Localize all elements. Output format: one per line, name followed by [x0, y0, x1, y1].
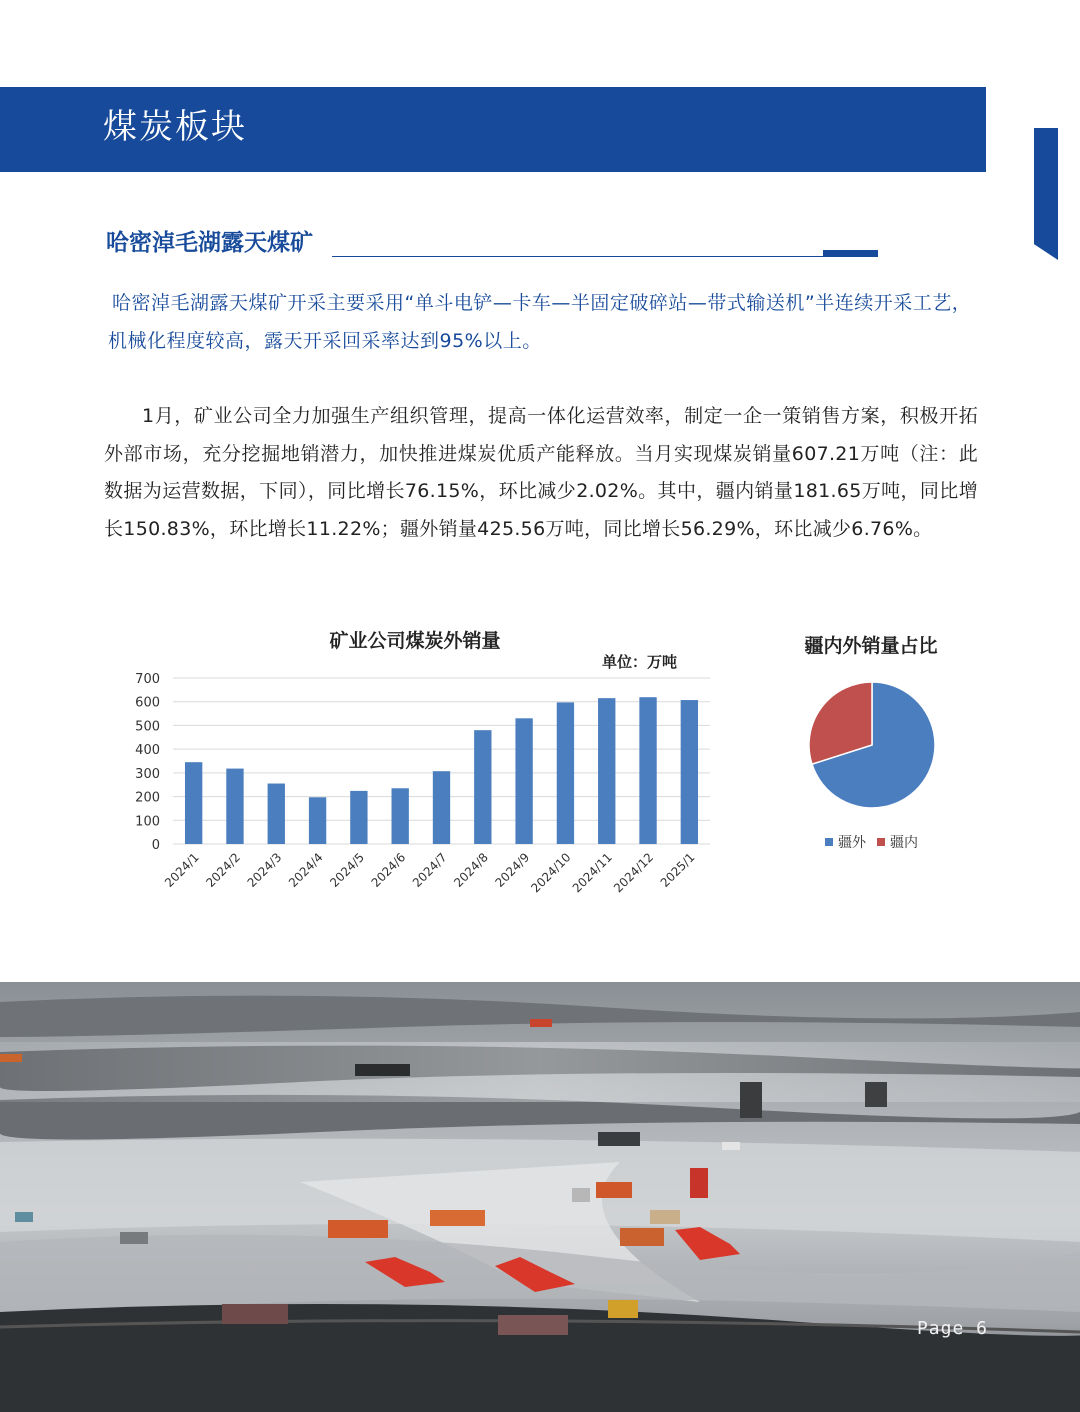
bar-chart-x-tick-label: 2025/1	[657, 850, 698, 890]
bar-chart-y-tick-label: 0	[151, 838, 160, 853]
pie-legend-label: 疆外	[838, 835, 866, 851]
section-rule	[332, 256, 878, 257]
bar-chart-bar	[639, 697, 656, 844]
section-title: 哈密淖毛湖露天煤矿	[106, 230, 313, 256]
bar-chart-x-tick-label: 2024/10	[528, 850, 574, 896]
pie-chart	[770, 615, 980, 875]
bar-chart-y-tick-label: 100	[135, 814, 160, 830]
open-pit-mine-image	[0, 982, 1080, 1412]
bar-chart-x-tick-label: 2024/4	[285, 850, 326, 890]
bar-chart-title: 矿业公司煤炭外销量	[329, 630, 501, 652]
bar-chart-bar	[515, 718, 532, 844]
pie-chart-title: 疆内外销量占比	[804, 635, 938, 657]
bar-chart-x-tick-label: 2024/2	[203, 850, 244, 890]
bar-chart	[110, 615, 740, 935]
bar-chart-bar	[185, 762, 202, 844]
bar-chart-y-tick-label: 500	[135, 719, 160, 735]
page-title: 煤炭板块	[103, 107, 247, 147]
pie-legend-swatch	[877, 838, 885, 846]
side-tab-marker	[1034, 128, 1058, 260]
pie-chart-svg	[770, 615, 980, 875]
bar-chart-y-tick-label: 200	[135, 790, 160, 806]
bar-chart-x-tick-label: 2024/11	[569, 850, 615, 896]
pie-legend-swatch	[825, 838, 833, 846]
mine-photo	[0, 982, 1080, 1412]
section-intro: 哈密淖毛湖露天煤矿开采主要采用“单斗电铲—卡车—半固定破碎站—带式输送机”半连续开采工艺，机械化程度较高，露天开采回采率达到95%以上。	[108, 292, 972, 352]
bar-chart-x-tick-label: 2024/12	[611, 850, 657, 896]
bar-chart-bar	[598, 698, 615, 844]
bar-chart-y-tick-label: 600	[135, 695, 160, 711]
bar-chart-x-tick-label: 2024/9	[492, 850, 533, 890]
bar-chart-x-tick-label: 2024/7	[409, 850, 450, 890]
bar-chart-bar	[350, 791, 367, 844]
bar-chart-bar	[309, 797, 326, 844]
bar-chart-x-tick-label: 2024/3	[244, 850, 285, 890]
bar-chart-bar	[557, 702, 574, 844]
page-number: Page 6	[916, 1318, 988, 1339]
bar-chart-bar	[268, 784, 285, 844]
bar-chart-y-tick-label: 400	[135, 743, 160, 759]
bar-chart-bar	[681, 700, 698, 844]
bar-chart-bar	[226, 769, 243, 844]
bar-chart-bar	[433, 771, 450, 844]
bar-chart-unit-label: 单位：万吨	[601, 653, 677, 671]
pie-legend-label: 疆内	[890, 835, 918, 851]
bar-chart-y-tick-label: 300	[135, 766, 160, 782]
bar-chart-x-tick-label: 2024/1	[162, 850, 202, 890]
bar-chart-bar	[392, 788, 409, 844]
section-rule-accent	[823, 250, 878, 257]
bar-chart-y-tick-label: 700	[135, 672, 160, 687]
section-body: 1月，矿业公司全力加强生产组织管理，提高一体化运营效率，制定一企一策销售方案，积极开拓外部市场，充分挖掘地销潜力，加快推进煤炭优质产能释放。当月实现煤炭销量607.21万吨（注：此数据为运营数据，下同），同比增长76.15%，环比减少2.02%。其中，疆内销量181.65万吨，同比增长150.83%，环比增长11.22%；疆外销量425.56万吨，同比增长56.29%，环比减少6.76%。	[104, 405, 978, 540]
bar-chart-svg	[110, 615, 740, 935]
bar-chart-x-tick-label: 2024/6	[368, 850, 409, 890]
bar-chart-bar	[474, 730, 491, 844]
bar-chart-x-tick-label: 2024/5	[327, 850, 368, 890]
bar-chart-x-tick-label: 2024/8	[451, 850, 491, 890]
